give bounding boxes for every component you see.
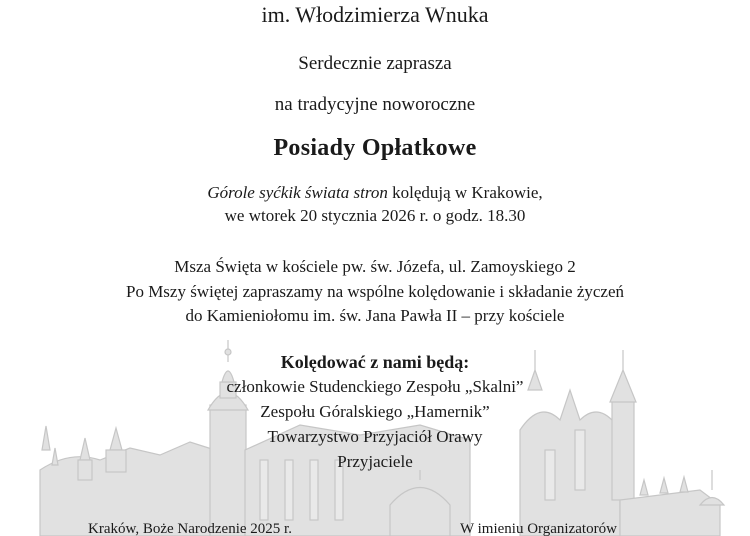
event-title: Posiady Opłatkowe <box>273 135 477 161</box>
mass-line-1: Msza Święta w kościele pw. św. Józefa, ul. Zamoyskiego 2 <box>174 257 576 276</box>
mass-line-2: Po Mszy świętej zapraszamy na wspólne kolędowanie i składanie życzeń <box>125 282 625 301</box>
signature-line: W imieniu Organizatorów <box>460 521 617 536</box>
performer-item: Towarzystwo Przyjaciół Orawy <box>267 427 483 446</box>
invite-line: Serdecznie zaprasza <box>298 53 452 74</box>
mass-line-3: do Kamieniołomu im. św. Jana Pawła II – przy kościele <box>185 306 565 325</box>
tradition-line: na tradycyjne noworoczne <box>274 94 476 115</box>
event-line-1-rest: kolędują w Krakowie, <box>387 183 543 202</box>
event-date-line: we wtorek 20 stycznia 2026 r. o godz. 18.30 <box>224 206 526 225</box>
place-date: Kraków, Boże Narodzenie 2025 r. <box>88 521 292 536</box>
performers-heading: Kolędować z nami będą: <box>280 352 470 372</box>
performer-item: członkowie Studenckiego Zespołu „Skalni” <box>226 377 524 396</box>
performer-item: Przyjaciele <box>337 452 413 471</box>
performer-item: Zespołu Góralskiego „Hamernik” <box>260 402 490 421</box>
event-italic-phrase: Górole syćkik świata stron <box>207 183 388 202</box>
event-line-1 <box>0 183 750 203</box>
patron-line: im. Włodzimierza Wnuka <box>261 2 489 27</box>
